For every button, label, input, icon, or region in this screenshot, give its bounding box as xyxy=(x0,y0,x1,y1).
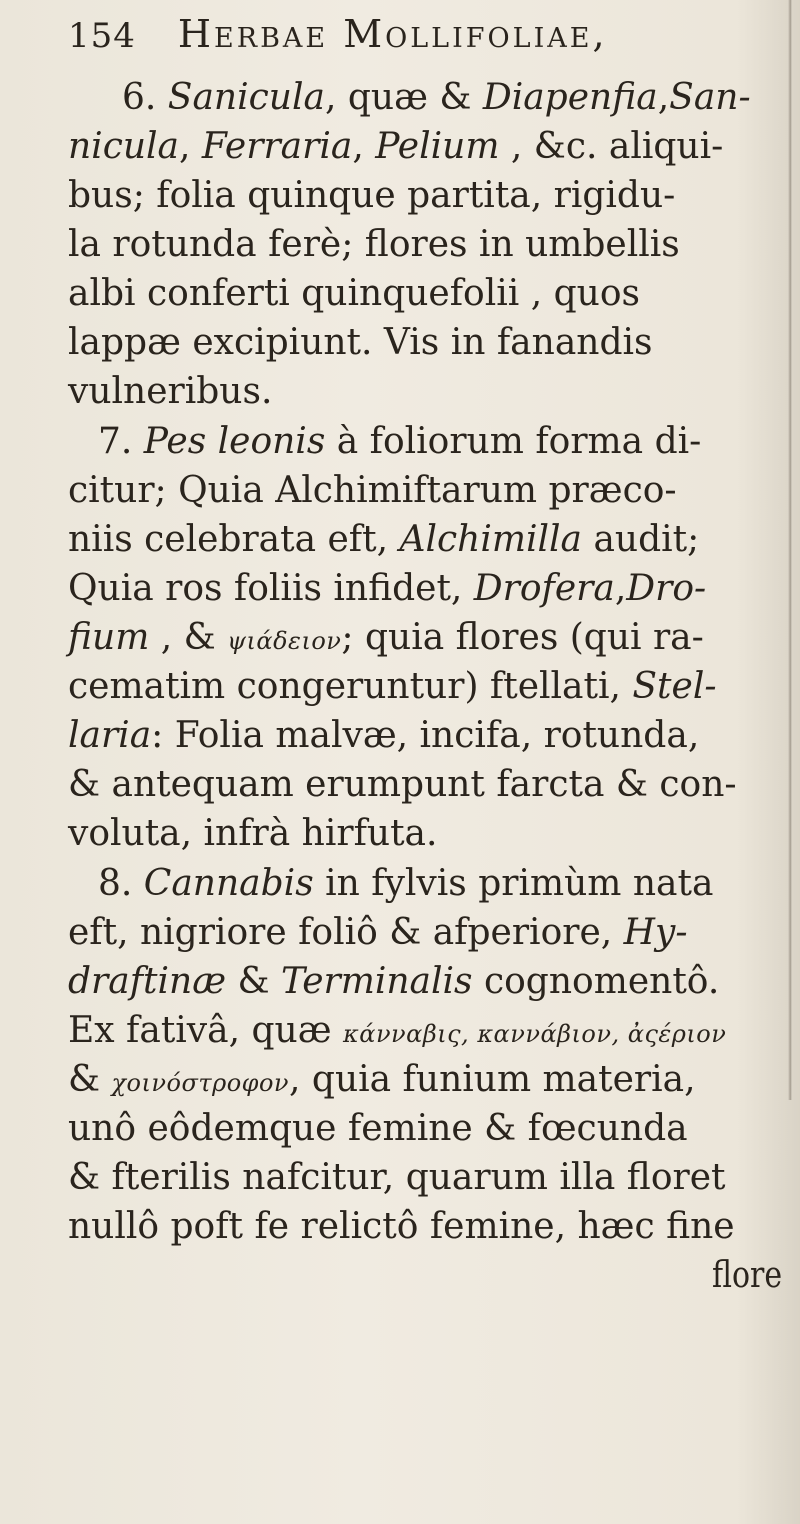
greek-term: κάνναβις, καννάβιον, ἀςέριον xyxy=(343,1020,727,1048)
italic-term: Terminalis xyxy=(280,961,473,1002)
text-line xyxy=(68,224,680,265)
text-line xyxy=(68,715,700,756)
text-line xyxy=(68,126,724,167)
text-line xyxy=(68,961,720,1002)
text-line xyxy=(68,912,688,953)
italic-term: Stel- xyxy=(632,666,717,707)
text-run: audit; xyxy=(582,519,700,560)
text-run: 6. xyxy=(122,77,168,118)
italic-term: Diapenfia xyxy=(482,77,658,118)
text-run: , &c. aliqui- xyxy=(499,126,724,167)
page-edge-shadow xyxy=(788,0,792,1100)
text-run: : Folia malvæ, incifa, rotunda, xyxy=(151,715,700,756)
text-run: la rotunda ferè; flores in umbellis xyxy=(68,224,680,265)
text-line xyxy=(68,1157,726,1198)
text-line xyxy=(122,77,751,118)
text-line xyxy=(98,421,702,462)
text-line xyxy=(98,863,714,904)
text-run: Ex fativâ, quæ xyxy=(68,1010,343,1051)
text-run: cognomentô. xyxy=(472,961,720,1002)
running-head: Herbae Mollifoliae, xyxy=(177,12,608,56)
greek-term: χοινόστροφον xyxy=(111,1069,290,1097)
text-run: , xyxy=(657,77,670,118)
text-run: albi conferti quinquefolii , quos xyxy=(68,273,640,314)
italic-term: Alchimilla xyxy=(399,519,583,560)
text-run: , quæ & xyxy=(324,77,483,118)
text-run: 7. xyxy=(98,421,144,462)
text-line xyxy=(68,568,707,609)
text-run: ; quia flores (qui ra- xyxy=(341,617,704,658)
italic-term: Pes leonis xyxy=(143,421,326,462)
italic-term: Sanicula xyxy=(167,77,325,118)
text-run: & antequam erumpunt farcta & con- xyxy=(68,764,737,805)
italic-term: Pelium xyxy=(375,126,500,167)
text-run: lappæ excipiunt. Vis in fanandis xyxy=(68,322,653,363)
text-line xyxy=(68,175,676,216)
italic-term: Dro- xyxy=(626,568,707,609)
text-run: , xyxy=(614,568,627,609)
text-line xyxy=(68,764,737,805)
text-run: citur; Quia Alchimiftarum præco- xyxy=(68,470,677,511)
italic-term: Drofera xyxy=(473,568,615,609)
italic-term: San- xyxy=(669,77,751,118)
page-number: 154 xyxy=(68,16,136,56)
text-run: nullô poft fe relictô femine, hæc fine xyxy=(68,1206,735,1247)
text-line xyxy=(68,813,438,854)
italic-term: Ferraria xyxy=(201,126,353,167)
page-header xyxy=(68,12,760,72)
text-run: bus; folia quinque partita, rigidu- xyxy=(68,175,676,216)
italic-term: Hy- xyxy=(623,912,688,953)
text-line xyxy=(68,1108,688,1149)
italic-term: Cannabis xyxy=(143,863,314,904)
text-run: & xyxy=(68,1059,112,1100)
text-line xyxy=(68,1059,696,1100)
text-run: Quia ros foliis infidet, xyxy=(68,568,474,609)
text-run: , xyxy=(352,126,376,167)
text-run: , & xyxy=(149,617,228,658)
text-run: , xyxy=(179,126,202,167)
text-run: niis celebrata eft, xyxy=(68,519,400,560)
text-line xyxy=(68,666,717,707)
text-line xyxy=(68,1206,735,1247)
text-run: 8. xyxy=(98,863,144,904)
text-line xyxy=(68,371,273,412)
italic-term: draftinæ xyxy=(68,961,227,1002)
text-run: eft, nigriore foliô & afperiore, xyxy=(68,912,624,953)
italic-term: fium xyxy=(68,617,150,658)
italic-term: nicula xyxy=(68,126,180,167)
text-run: & xyxy=(226,961,281,1002)
text-line xyxy=(68,470,677,511)
text-line xyxy=(68,617,704,658)
text-line xyxy=(712,1255,783,1296)
text-run: , quia funium materia, xyxy=(289,1059,696,1100)
italic-term: laria xyxy=(68,715,152,756)
text-run: voluta, infrà hirfuta. xyxy=(68,813,438,854)
text-run: flore xyxy=(712,1255,783,1296)
text-line xyxy=(68,1010,727,1051)
text-run: à foliorum forma di- xyxy=(325,421,702,462)
text-line xyxy=(68,273,640,314)
text-line xyxy=(68,322,653,363)
text-run: vulneribus. xyxy=(68,371,273,412)
greek-term: ψιάδειον xyxy=(227,627,342,655)
text-run: in fylvis primùm nata xyxy=(313,863,714,904)
text-run: unô eôdemque femine & fœcunda xyxy=(68,1108,688,1149)
text-run: & fterilis nafcitur, quarum illa floret xyxy=(68,1157,726,1198)
text-line xyxy=(68,519,700,560)
text-run: cematim congeruntur) ftellati, xyxy=(68,666,633,707)
